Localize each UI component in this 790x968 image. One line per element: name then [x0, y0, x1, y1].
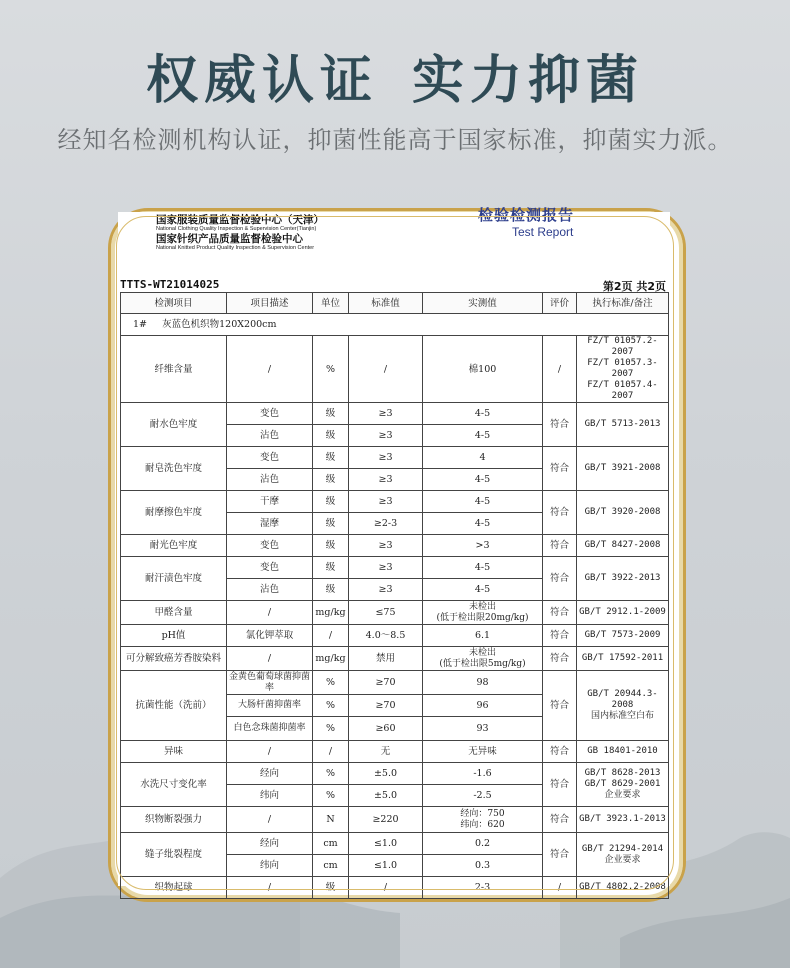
header-cell: 实测值: [423, 293, 543, 314]
note-cell: GB/T 3920-2008: [577, 491, 669, 535]
std-cell: /: [349, 336, 423, 403]
value-cell: 4-5: [423, 579, 543, 601]
value-cell: -2.5: [423, 785, 543, 807]
header-cell: 单位: [313, 293, 349, 314]
value-cell: 无异味: [423, 741, 543, 763]
desc-cell: 白色念珠菌抑菌率: [227, 717, 313, 741]
item-cell: 织物起球: [121, 877, 227, 899]
note-cell: GB/T 7573-2009: [577, 625, 669, 647]
desc-cell: /: [227, 877, 313, 899]
note-cell: GB/T 3923.1-2013: [577, 807, 669, 833]
eval-cell: 符合: [543, 763, 577, 807]
desc-cell: 变色: [227, 447, 313, 469]
eval-cell: 符合: [543, 741, 577, 763]
std-cell: 4.0～8.5: [349, 625, 423, 647]
item-cell: 耐汗渍色牢度: [121, 557, 227, 601]
unit-cell: 级: [313, 557, 349, 579]
note-line: 企业要求: [604, 790, 641, 800]
unit-cell: 级: [313, 491, 349, 513]
desc-cell: 沾色: [227, 425, 313, 447]
report-title-en: Test Report: [512, 225, 574, 239]
item-cell: 水洗尺寸变化率: [121, 763, 227, 807]
note-cell: GB 18401-2010: [577, 741, 669, 763]
value-cell: 4-5: [423, 469, 543, 491]
value-cell: 4-5: [423, 491, 543, 513]
value-cell: -1.6: [423, 763, 543, 785]
note-line: GB/T 8629-2001: [584, 779, 661, 789]
value-cell: 4-5: [423, 557, 543, 579]
eval-cell: 符合: [543, 671, 577, 741]
report-number: TTTS-WT21014025: [120, 278, 220, 291]
note-cell: GB/T 4802.2-2008: [577, 877, 669, 899]
item-cell: 耐皂洗色牢度: [121, 447, 227, 491]
eval-cell: 符合: [543, 625, 577, 647]
desc-cell: /: [227, 336, 313, 403]
value-cell: 0.2: [423, 833, 543, 855]
desc-cell: /: [227, 807, 313, 833]
eval-cell: 符合: [543, 557, 577, 601]
std-cell: ≥3: [349, 535, 423, 557]
unit-cell: 级: [313, 447, 349, 469]
desc-cell: 变色: [227, 535, 313, 557]
unit-cell: %: [313, 336, 349, 403]
std-cell: ≥3: [349, 447, 423, 469]
value-line: 经向：750: [460, 808, 505, 819]
std-cell: ≥60: [349, 717, 423, 741]
unit-cell: %: [313, 763, 349, 785]
header-cell: 检测项目: [121, 293, 227, 314]
std-cell: ≥70: [349, 695, 423, 717]
headline-part1: 权威认证: [145, 50, 378, 111]
value-cell: 4-5: [423, 513, 543, 535]
item-cell: 纤维含量: [121, 336, 227, 403]
item-cell: pH值: [121, 625, 227, 647]
org-name-2-en: National Knitted Product Quality Inspection & Supervision Center: [156, 245, 315, 251]
unit-cell: /: [313, 625, 349, 647]
item-cell: 织物断裂强力: [121, 807, 227, 833]
item-cell: 耐光色牢度: [121, 535, 227, 557]
std-cell: /: [349, 877, 423, 899]
eval-cell: /: [543, 877, 577, 899]
value-cell: 96: [423, 695, 543, 717]
eval-cell: 符合: [543, 833, 577, 877]
desc-cell: 沾色: [227, 579, 313, 601]
unit-cell: cm: [313, 855, 349, 877]
note-line: FZ/T 01057.3-2007: [587, 358, 658, 379]
sample-no: 1#: [133, 319, 148, 330]
eval-cell: 符合: [543, 491, 577, 535]
item-cell: 缝子纰裂程度: [121, 833, 227, 877]
note-cell: GB/T 3922-2013: [577, 557, 669, 601]
headline-part2: 实力抑菌: [412, 50, 645, 111]
eval-cell: 符合: [543, 535, 577, 557]
note-line: 企业要求: [604, 854, 641, 865]
unit-cell: %: [313, 785, 349, 807]
std-cell: 无: [349, 741, 423, 763]
desc-cell: 干摩: [227, 491, 313, 513]
desc-cell: 变色: [227, 557, 313, 579]
eval-cell: /: [543, 336, 577, 403]
note-line: GB/T 8628-2013: [584, 768, 661, 778]
value-cell: 棉100: [423, 336, 543, 403]
item-cell: 可分解致癌芳香胺染料: [121, 647, 227, 671]
std-cell: ≥3: [349, 491, 423, 513]
value-cell: 4-5: [423, 403, 543, 425]
item-cell: 异味: [121, 741, 227, 763]
org-name-1-en: National Clothing Quality Inspection & Supervision Center(Tianjin): [156, 226, 317, 232]
eval-cell: 符合: [543, 403, 577, 447]
unit-cell: 级: [313, 425, 349, 447]
value-line: 未检出: [468, 601, 496, 612]
value-cell: 4-5: [423, 425, 543, 447]
item-cell: 抗菌性能（洗前）: [121, 671, 227, 741]
unit-cell: mg/kg: [313, 601, 349, 625]
std-cell: ≤75: [349, 601, 423, 625]
std-cell: ≥3: [349, 579, 423, 601]
desc-cell: 湿摩: [227, 513, 313, 535]
value-cell: 0.3: [423, 855, 543, 877]
desc-cell: 纬向: [227, 855, 313, 877]
std-cell: ≥70: [349, 671, 423, 695]
page-number: 第2页 共2页: [602, 280, 666, 293]
desc-cell: 纬向: [227, 785, 313, 807]
std-cell: ≥2-3: [349, 513, 423, 535]
unit-cell: 级: [313, 513, 349, 535]
eval-cell: 符合: [543, 647, 577, 671]
unit-cell: mg/kg: [313, 647, 349, 671]
unit-cell: 级: [313, 535, 349, 557]
std-cell: ±5.0: [349, 763, 423, 785]
sample-name: 灰蓝色机织物120X200cm: [162, 319, 277, 330]
note-cell: GB/T 8427-2008: [577, 535, 669, 557]
unit-cell: 级: [313, 877, 349, 899]
note-cell: GB/T 3921-2008: [577, 447, 669, 491]
note-line: FZ/T 01057.2-2007: [587, 336, 658, 357]
note-line: GB/T 21294-2014: [581, 843, 664, 854]
certificate-inner-border: [116, 216, 674, 890]
std-cell: ≥3: [349, 557, 423, 579]
eval-cell: 符合: [543, 807, 577, 833]
unit-cell: 级: [313, 469, 349, 491]
unit-cell: N: [313, 807, 349, 833]
std-cell: ≤1.0: [349, 833, 423, 855]
report-title: 检验检测报告: [478, 206, 575, 224]
desc-cell: 变色: [227, 403, 313, 425]
page-subline: 经知名检测机构认证，抑菌性能高于国家标准，抑菌实力派。: [57, 126, 733, 154]
value-line: 未检出: [468, 647, 496, 658]
desc-cell: 氯化钾萃取: [227, 625, 313, 647]
eval-cell: 符合: [543, 447, 577, 491]
org-name-1: 国家服装质量监督检验中心（天津）: [156, 214, 324, 226]
item-cell: 耐水色牢度: [121, 403, 227, 447]
desc-cell: /: [227, 741, 313, 763]
page-headline: [0, 38, 790, 113]
std-cell: ≥3: [349, 425, 423, 447]
header-cell: 执行标准/备注: [577, 293, 669, 314]
desc-cell: 大肠杆菌抑菌率: [227, 695, 313, 717]
value-cell: >3: [423, 535, 543, 557]
unit-cell: %: [313, 695, 349, 717]
eval-cell: 符合: [543, 601, 577, 625]
value-line: (低于检出限5mg/kg): [439, 658, 526, 669]
unit-cell: %: [313, 671, 349, 695]
value-line: 纬向：620: [460, 819, 505, 830]
desc-cell: 经向: [227, 833, 313, 855]
value-cell: 2-3: [423, 877, 543, 899]
std-cell: ≥220: [349, 807, 423, 833]
value-cell: 98: [423, 671, 543, 695]
desc-cell: 沾色: [227, 469, 313, 491]
org-name-2: 国家针织产品质量监督检验中心: [156, 233, 303, 245]
unit-cell: cm: [313, 833, 349, 855]
item-cell: 耐摩擦色牢度: [121, 491, 227, 535]
value-cell: 93: [423, 717, 543, 741]
desc-cell: 经向: [227, 763, 313, 785]
std-cell: 禁用: [349, 647, 423, 671]
header-cell: 标准值: [349, 293, 423, 314]
std-cell: ≥3: [349, 469, 423, 491]
note-line: FZ/T 01057.4-2007: [587, 380, 658, 401]
value-cell: 6.1: [423, 625, 543, 647]
unit-cell: %: [313, 717, 349, 741]
value-cell: 4: [423, 447, 543, 469]
std-cell: ±5.0: [349, 785, 423, 807]
note-line: GB/T 20944.3-2008: [587, 689, 658, 710]
note-cell: GB/T 2912.1-2009: [577, 601, 669, 625]
note-line: 国内标准空白布: [590, 711, 654, 721]
desc-cell: /: [227, 601, 313, 625]
unit-cell: /: [313, 741, 349, 763]
note-cell: GB/T 5713-2013: [577, 403, 669, 447]
desc-cell: 金黄色葡萄球菌抑菌率: [227, 671, 313, 695]
unit-cell: 级: [313, 403, 349, 425]
unit-cell: 级: [313, 579, 349, 601]
item-cell: 甲醛含量: [121, 601, 227, 625]
std-cell: ≥3: [349, 403, 423, 425]
header-cell: 评价: [543, 293, 577, 314]
value-line: (低于检出限20mg/kg): [436, 612, 529, 623]
note-cell: GB/T 17592-2011: [577, 647, 669, 671]
desc-cell: /: [227, 647, 313, 671]
std-cell: ≤1.0: [349, 855, 423, 877]
header-cell: 项目描述: [227, 293, 313, 314]
